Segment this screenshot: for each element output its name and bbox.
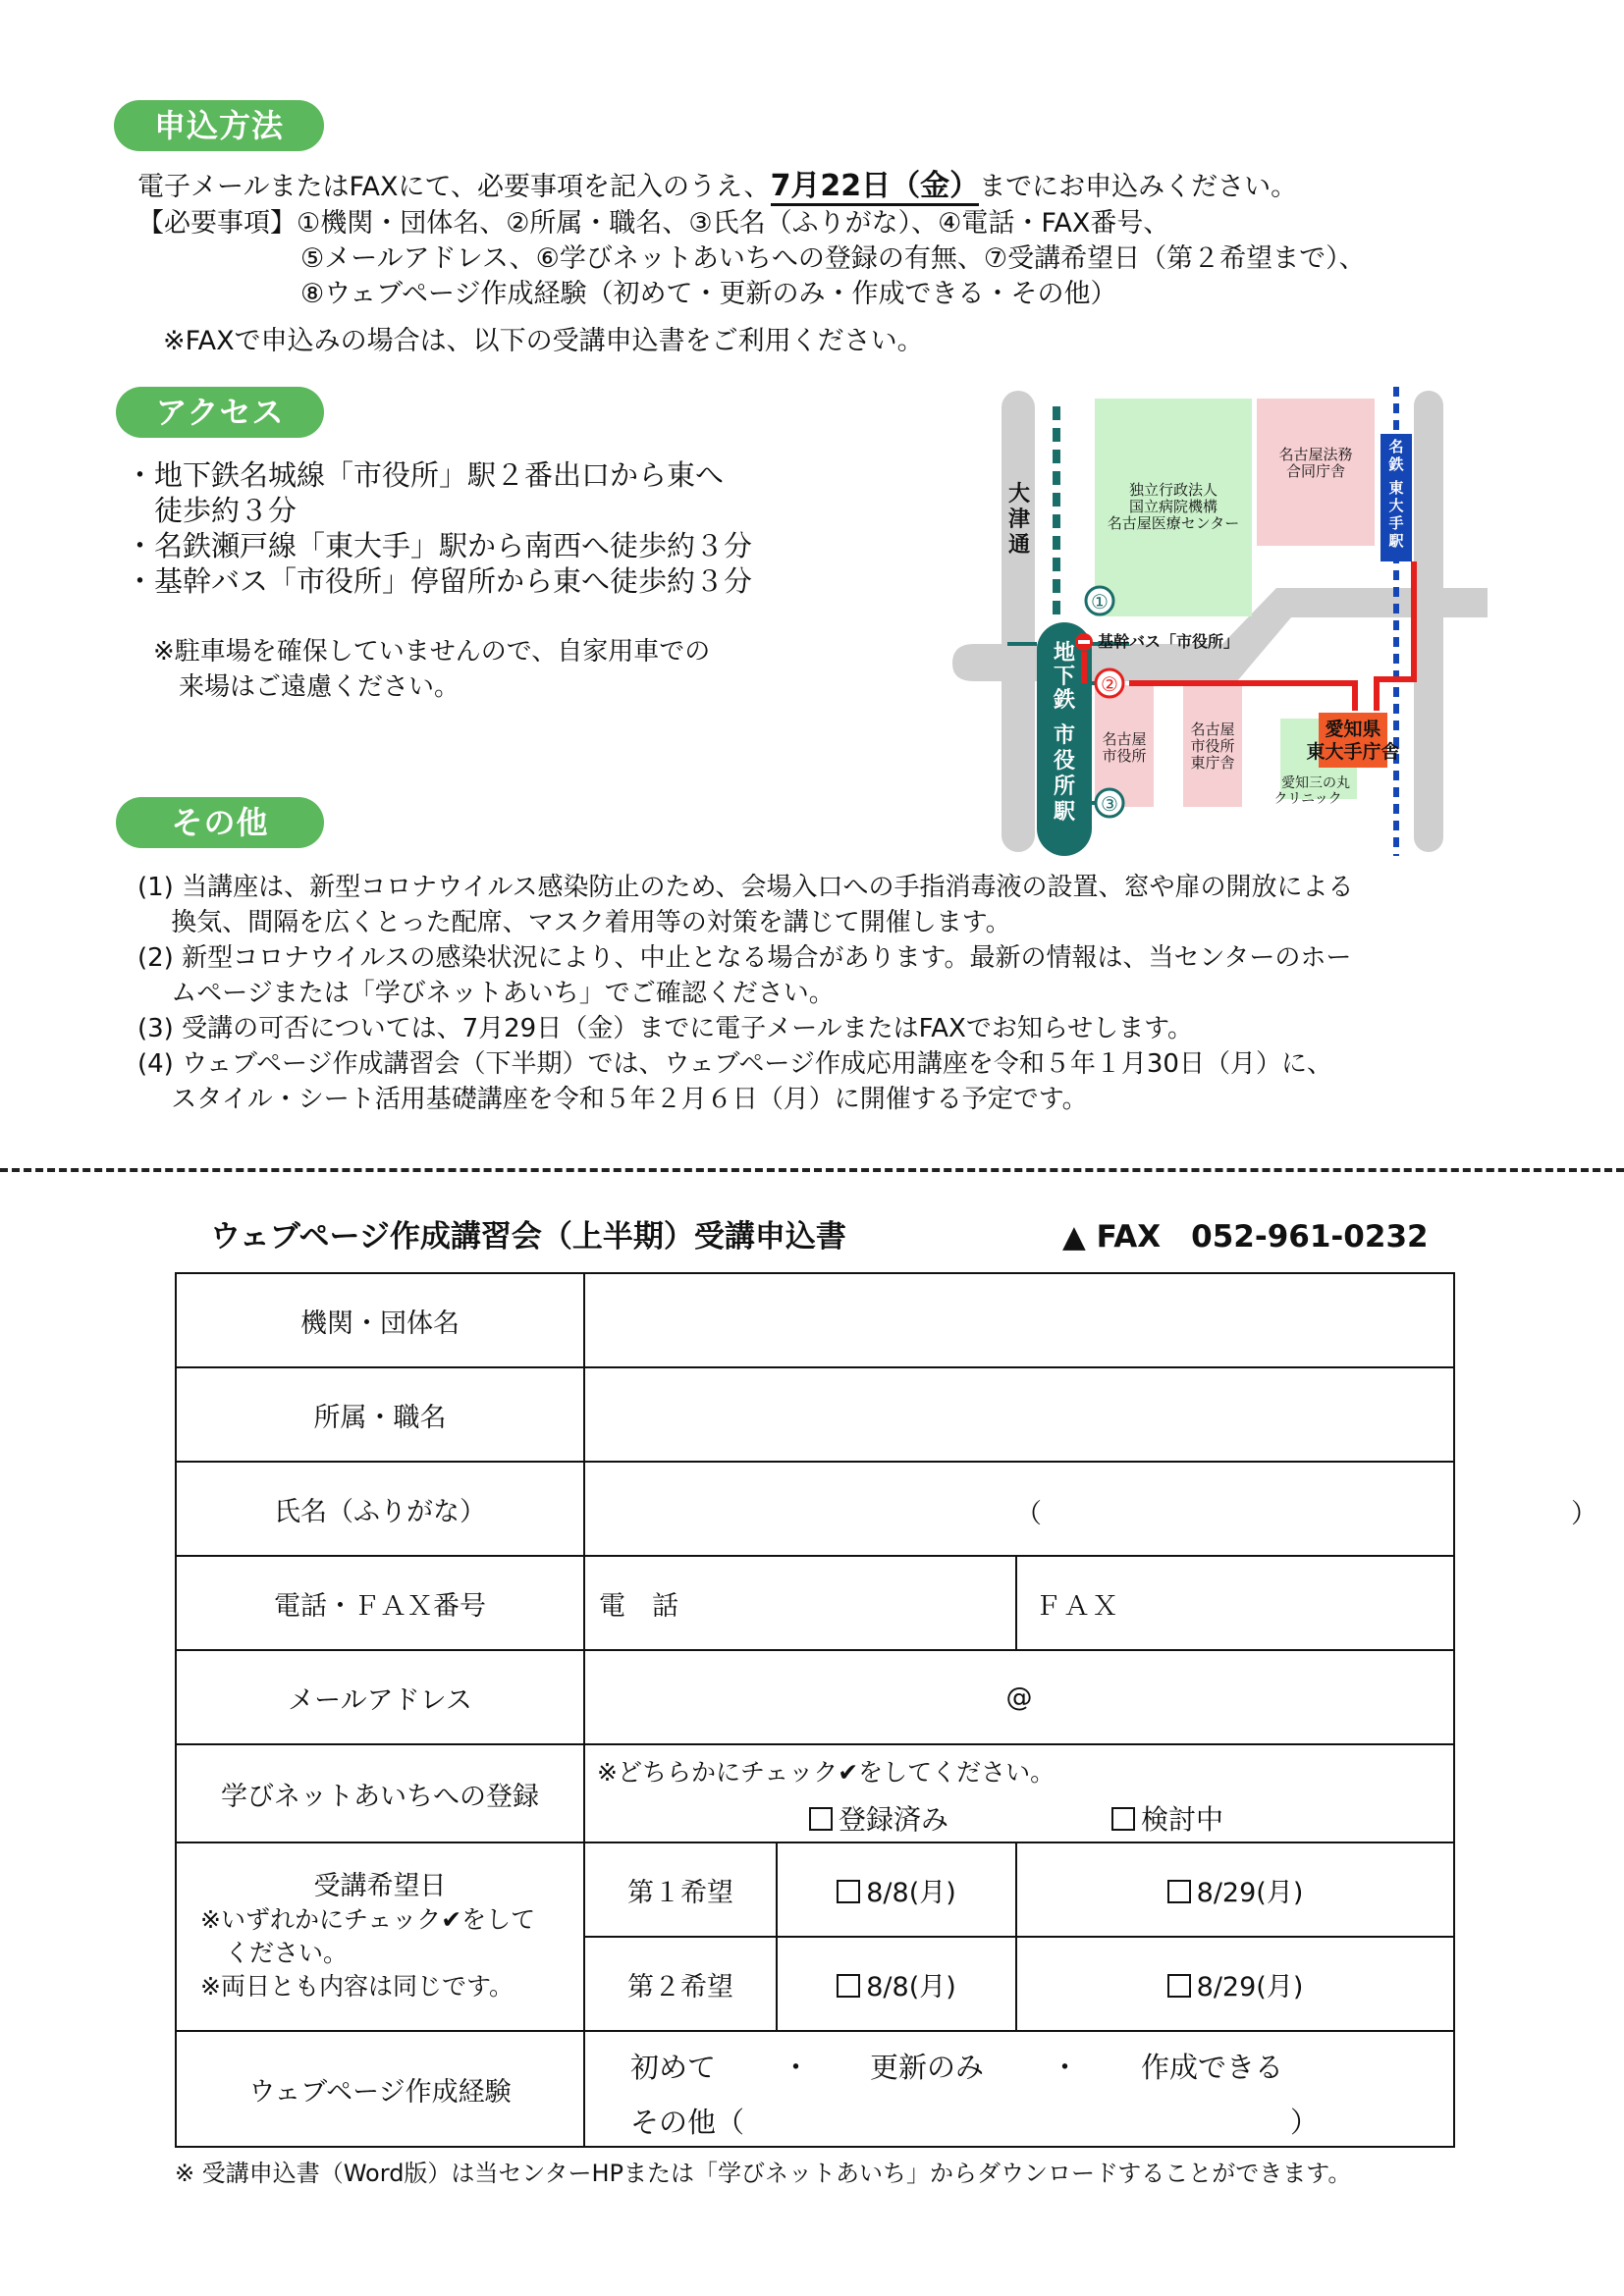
section-heading-other: その他 bbox=[116, 797, 324, 848]
label-org: 機関・団体名 bbox=[176, 1273, 584, 1367]
footnote: ※ 受講申込書（Word版）は当センターHPまたは「学びネットあいち」からダウンロードすることができます。 bbox=[175, 2160, 1352, 2187]
furigana-open: （ bbox=[1015, 1499, 1042, 1529]
other-line: (3) 受講の可否については、7月29日（金）までに電子メールまたはFAXでお知らせします。 bbox=[137, 1014, 1193, 1043]
input-dept[interactable] bbox=[584, 1367, 1454, 1462]
map-label-meitetsu: 駅 bbox=[1388, 532, 1404, 550]
fax-number: FAX 052-961-0232 bbox=[1096, 1219, 1429, 1255]
exp-can-create[interactable]: 作成できる bbox=[1141, 2051, 1284, 2084]
choice-1-date-a[interactable] bbox=[777, 1842, 1016, 1937]
exp-other[interactable]: その他（ bbox=[630, 2106, 745, 2139]
road-otsu bbox=[1001, 391, 1035, 852]
map-label-clinic: 愛知三の丸 bbox=[1281, 775, 1350, 791]
map-label-subway: 地 bbox=[1053, 641, 1076, 666]
choice-1-label: 第１希望 bbox=[584, 1842, 777, 1937]
checkbox-icon bbox=[1167, 1880, 1191, 1903]
map-label-pref: 愛知県 bbox=[1325, 719, 1381, 740]
exp-first[interactable]: 初めて bbox=[630, 2051, 717, 2084]
checkbox-icon bbox=[837, 1974, 860, 1998]
date-note: ください。 bbox=[200, 1939, 349, 1967]
parking-note: 来場はご遠慮ください。 bbox=[153, 672, 460, 702]
exp-separator: ・ bbox=[782, 2051, 811, 2084]
exit-3-label: ③ bbox=[1101, 792, 1118, 816]
phone-label: 電 話 bbox=[599, 1590, 678, 1622]
exp-other-close: ） bbox=[1290, 2106, 1320, 2139]
label-experience: ウェブページ作成経験 bbox=[176, 2031, 584, 2147]
bus-stop-icon-bar bbox=[1078, 640, 1090, 644]
date-note: ※両日とも内容は同じです。 bbox=[200, 1972, 514, 2001]
map-label-road: 津 bbox=[1007, 507, 1031, 532]
access-line: ・地下鉄名城線「市役所」駅２番出口から東へ bbox=[126, 458, 725, 492]
map-label-meitetsu: 名 bbox=[1388, 438, 1404, 455]
form-row-email bbox=[176, 1650, 1454, 1744]
section-heading-access: アクセス bbox=[116, 387, 324, 438]
application-line bbox=[137, 169, 1297, 205]
input-phone[interactable] bbox=[584, 1556, 1016, 1650]
map-label-subway: 駅 bbox=[1053, 800, 1076, 825]
choice-2-date-b[interactable] bbox=[1016, 1937, 1454, 2031]
form-row-name bbox=[176, 1462, 1454, 1556]
map-label-subway: 下 bbox=[1053, 665, 1076, 689]
map-label-bus-stop: 基幹バス「市役所」 bbox=[1098, 632, 1240, 651]
label-dept: 所属・職名 bbox=[176, 1367, 584, 1462]
form-row-registration bbox=[176, 1744, 1454, 1842]
map-label-meitetsu: 東 bbox=[1388, 479, 1404, 497]
other-line: 換気、間隔を広くとった配席、マスク着用等の対策を講じて開催します。 bbox=[137, 908, 1011, 937]
form-row-experience bbox=[176, 2031, 1454, 2147]
other-line: ムページまたは「学びネットあいち」でご確認ください。 bbox=[137, 979, 835, 1008]
date-option: 8/29(月) bbox=[1196, 1971, 1304, 2002]
triangle-icon: ▲ bbox=[1062, 1219, 1086, 1255]
map-label-road: 大 bbox=[1007, 482, 1031, 507]
map-label-subway: 市 bbox=[1053, 723, 1076, 748]
exp-separator: ・ bbox=[1051, 2051, 1080, 2084]
other-line: (2) 新型コロナウイルスの感染状況により、中止となる場合があります。最新の情報は、当センターのホー bbox=[137, 943, 1352, 973]
checkbox-icon bbox=[1111, 1807, 1135, 1831]
checkbox-registered[interactable] bbox=[809, 1798, 948, 1838]
map-label-city-east: 名古屋 bbox=[1190, 721, 1235, 738]
deadline-date: 7月22日（金） bbox=[771, 169, 980, 206]
input-email[interactable] bbox=[584, 1650, 1454, 1744]
form-row-date1 bbox=[176, 1842, 1454, 1937]
fax-note: ※FAXで申込みの場合は、以下の受講申込書をご利用ください。 bbox=[163, 326, 924, 356]
choice-2-date-a[interactable] bbox=[777, 1937, 1016, 2031]
access-line: ・基幹バス「市役所」停留所から東へ徒歩約３分 bbox=[126, 564, 753, 598]
fax-number-line bbox=[1062, 1211, 1429, 1255]
exit-1-label: ① bbox=[1091, 590, 1109, 614]
input-fax[interactable] bbox=[1016, 1556, 1454, 1650]
form-title: ウェブページ作成講習会（上半期）受講申込書 bbox=[210, 1219, 846, 1255]
at-sign: @ bbox=[1005, 1682, 1033, 1713]
map-label-hospital: 独立行政法人 bbox=[1128, 481, 1218, 499]
furigana-close: ） bbox=[1571, 1499, 1597, 1529]
required-item: ⑧ウェブページ作成経験（初めて・更新のみ・作成できる・その他） bbox=[300, 279, 1117, 309]
exit-2-label: ② bbox=[1101, 672, 1118, 696]
date-label: 受講希望日 bbox=[313, 1871, 447, 1901]
checkbox-icon bbox=[837, 1880, 860, 1903]
experience-cell bbox=[584, 2031, 1454, 2147]
checkbox-icon bbox=[809, 1807, 833, 1831]
map-label-legal: 名古屋法務 bbox=[1278, 446, 1353, 463]
other-line: スタイル・シート活用基礎講座を令和５年２月６日（月）に開催する予定です。 bbox=[137, 1085, 1088, 1114]
cut-line bbox=[0, 1168, 1624, 1172]
map-label-hospital: 国立病院機構 bbox=[1128, 498, 1218, 515]
label-phone: 電話・ＦＡＸ番号 bbox=[176, 1556, 584, 1650]
form-row-org bbox=[176, 1273, 1454, 1367]
fax-label: ＦＡＸ bbox=[1035, 1590, 1120, 1622]
map-label-clinic: クリニック bbox=[1273, 791, 1342, 807]
checkbox-considering[interactable] bbox=[1111, 1798, 1223, 1838]
access-map bbox=[952, 387, 1488, 856]
parking-note: ※駐車場を確保していませんので、自家用車での bbox=[153, 637, 711, 667]
application-text: 電子メールまたはFAXにて、必要事項を記入のうえ、 bbox=[137, 172, 771, 202]
map-label-meitetsu: 手 bbox=[1388, 514, 1404, 532]
checkbox-label: 登録済み bbox=[839, 1803, 949, 1836]
required-items-label: 【必要事項】 bbox=[137, 208, 297, 239]
section-heading-application: 申込方法 bbox=[114, 100, 324, 151]
date-option: 8/29(月) bbox=[1196, 1877, 1304, 1908]
map-label-meitetsu: 鉄 bbox=[1388, 455, 1404, 473]
map-label-subway: 所 bbox=[1053, 774, 1076, 799]
map-label-city-east: 東庁舎 bbox=[1190, 754, 1235, 772]
registration-note: ※どちらかにチェック✔をしてください。 bbox=[597, 1758, 1056, 1787]
map-label-meitetsu: 大 bbox=[1388, 497, 1404, 514]
required-items-label-line bbox=[137, 206, 1169, 241]
label-name: 氏名（ふりがな） bbox=[176, 1462, 584, 1556]
label-date bbox=[176, 1842, 584, 2031]
map-label-hospital: 名古屋医療センター bbox=[1107, 514, 1240, 532]
application-text: までにお申込みください。 bbox=[979, 172, 1298, 202]
input-org[interactable] bbox=[584, 1273, 1454, 1367]
exp-update[interactable]: 更新のみ bbox=[870, 2051, 985, 2084]
checkbox-icon bbox=[1167, 1974, 1191, 1998]
map-label-city-hall: 市役所 bbox=[1102, 747, 1147, 765]
form-row-dept bbox=[176, 1367, 1454, 1462]
label-registration: 学びネットあいちへの登録 bbox=[176, 1744, 584, 1842]
input-name[interactable] bbox=[584, 1462, 1597, 1556]
application-form bbox=[175, 1272, 1597, 2148]
road-east bbox=[1414, 391, 1443, 852]
map-label-pref: 東大手庁舎 bbox=[1306, 741, 1400, 763]
map-label-road: 通 bbox=[1007, 533, 1031, 558]
date-option: 8/8(月) bbox=[866, 1877, 956, 1908]
other-line: (4) ウェブページ作成講習会（下半期）では、ウェブページ作成応用講座を令和５年１月30日（月）に、 bbox=[137, 1049, 1332, 1079]
access-line: 徒歩約３分 bbox=[126, 494, 298, 527]
date-option: 8/8(月) bbox=[866, 1971, 956, 2002]
map-label-legal: 合同庁舎 bbox=[1285, 462, 1346, 480]
form-row-phone bbox=[176, 1556, 1454, 1650]
required-item: ⑤メールアドレス、⑥学びネットあいちへの登録の有無、⑦受講希望日（第２希望まで）、 bbox=[300, 243, 1366, 274]
date-note: ※いずれかにチェック✔をして bbox=[200, 1905, 536, 1934]
required-item: ①機関・団体名、②所属・職名、③氏名（ふりがな）、④電話・FAX番号、 bbox=[297, 208, 1170, 239]
choice-2-label: 第２希望 bbox=[584, 1937, 777, 2031]
map-label-city-hall: 名古屋 bbox=[1102, 730, 1147, 748]
checkbox-label: 検討中 bbox=[1141, 1803, 1224, 1836]
access-line: ・名鉄瀬戸線「東大手」駅から南西へ徒歩約３分 bbox=[126, 529, 753, 562]
map-label-subway: 鉄 bbox=[1053, 688, 1076, 713]
other-line: (1) 当講座は、新型コロナウイルス感染防止のため、会場入口への手指消毒液の設置、窓や扉の開放による bbox=[137, 873, 1354, 902]
map-label-subway: 役 bbox=[1053, 749, 1076, 774]
label-email: メールアドレス bbox=[176, 1650, 584, 1744]
choice-1-date-b[interactable] bbox=[1016, 1842, 1454, 1937]
map-label-city-east: 市役所 bbox=[1190, 737, 1235, 755]
registration-cell bbox=[584, 1744, 1454, 1842]
